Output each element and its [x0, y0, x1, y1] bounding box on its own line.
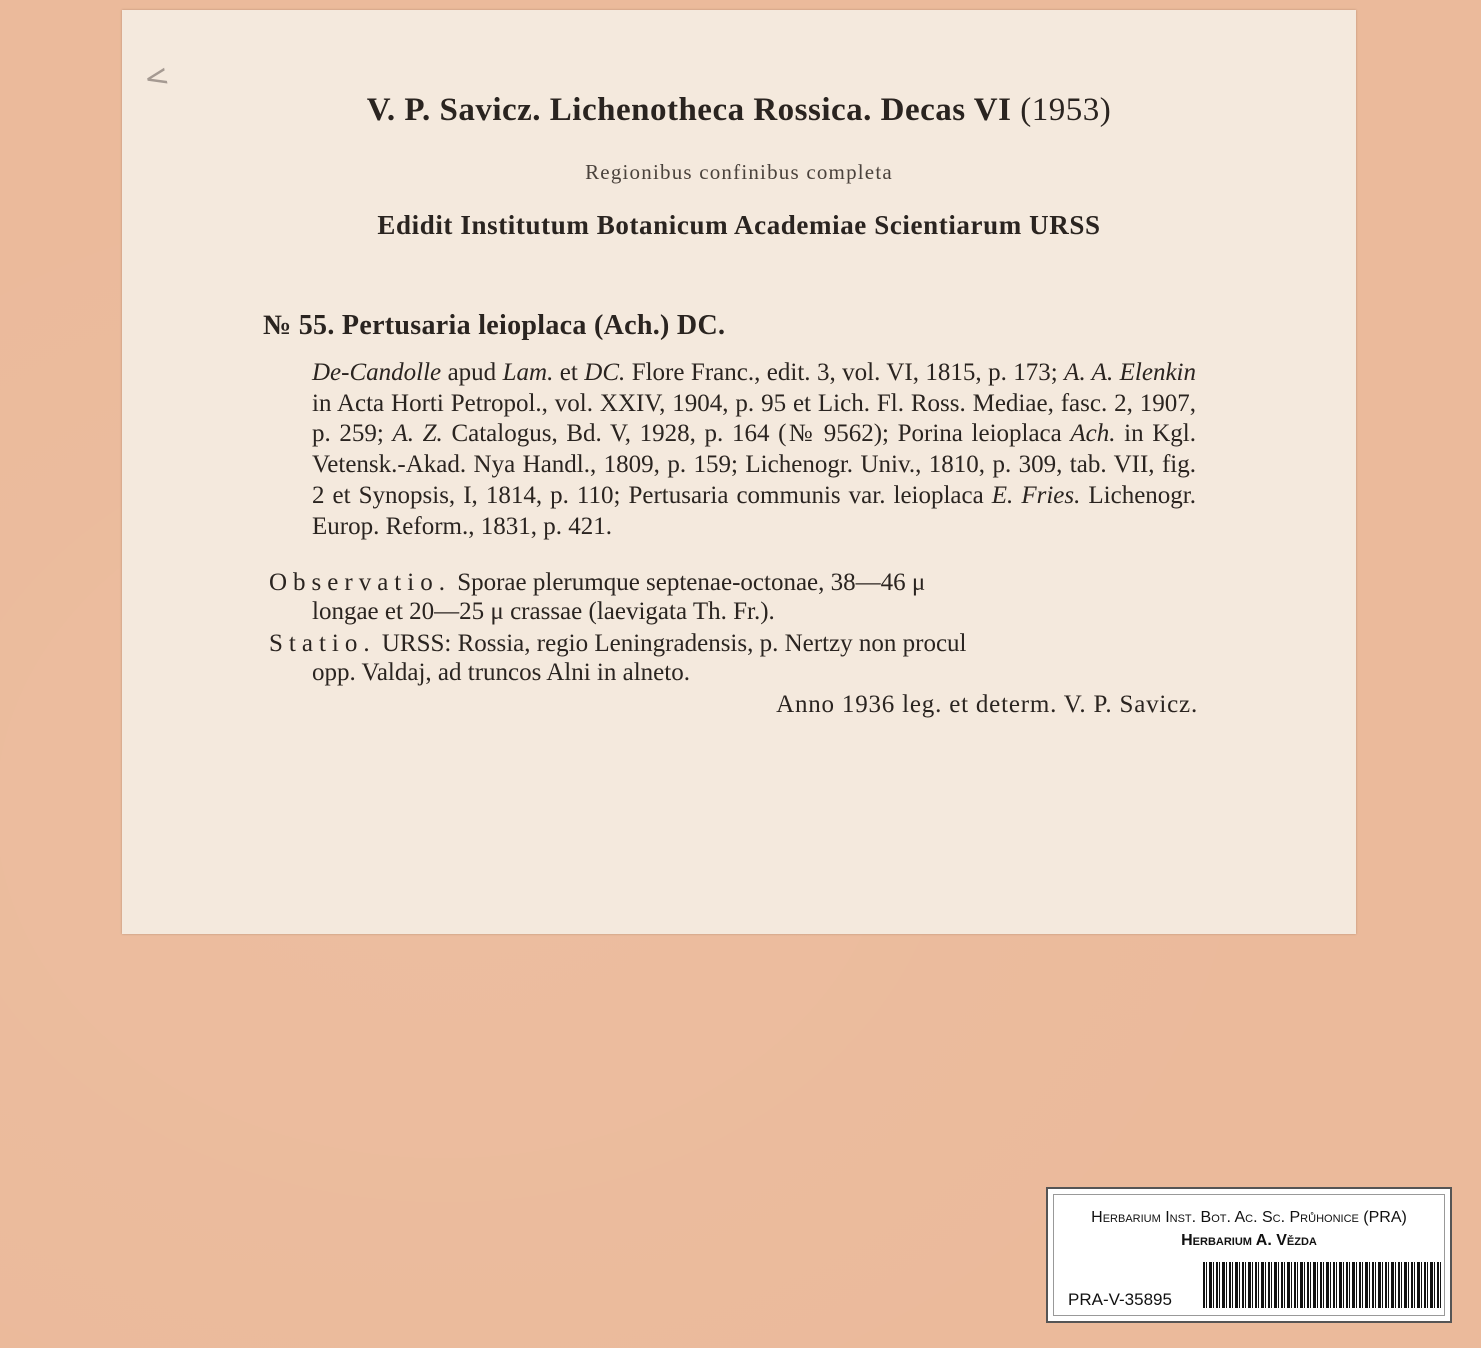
- biblio-author: A. Z.: [392, 420, 443, 448]
- statio-line: [269, 629, 1197, 658]
- title-main: V. P. Savicz. Lichenotheca Rossica. Decas VI: [366, 92, 1012, 128]
- biblio-text: Catalogus, Bd. V, 1928, p. 164 (№ 9562); Porina leioplaca: [442, 420, 1071, 448]
- herbarium-collection: Herbarium A. Vězda: [1181, 1232, 1317, 1249]
- biblio-author: Ach.: [1070, 420, 1116, 448]
- stamp-frame: [1053, 1194, 1445, 1316]
- herbarium-institution: Herbarium Inst. Bot. Ac. Sc. Průhonice (PRA): [1091, 1209, 1407, 1226]
- pencil-mark: <: [140, 57, 173, 98]
- biblio-author: DC.: [584, 359, 626, 386]
- title-year: (1953): [1020, 92, 1112, 128]
- biblio-author: Lam.: [502, 359, 554, 386]
- statio-heading: Statio.: [269, 630, 376, 657]
- biblio-author: A. A. Elenkin: [1064, 359, 1196, 386]
- bibliography: [312, 358, 1196, 542]
- biblio-text: in Acta Horti Petropol., vol. XXIV, 1904, p. 95 et Lich. Fl. Ross. Mediae, fasc. 2, 1907, p. 259;: [312, 389, 1196, 448]
- biblio-author: De-Candolle: [312, 359, 442, 386]
- biblio-text: apud: [441, 359, 503, 386]
- statio-text: URSS: Rossia, regio Leningradensis, p. Nertzy non procul: [375, 630, 967, 657]
- observatio-line: [269, 568, 1197, 597]
- observatio-heading: Observatio.: [269, 569, 451, 596]
- collector-line: Anno 1936 leg. et determ. V. P. Savicz.: [776, 691, 1198, 718]
- biblio-text: in Kgl. Vetensk.-Akad. Nya Handl., 1809, p. 159; Lichenogr. Univ., 1810, p. 309, tab. VII, fig. 2 et Synopsis, I, 1814, p. 110; Pertusaria communis var. leioplaca: [312, 420, 1196, 509]
- statio-section: [269, 629, 1197, 687]
- observatio-line2: longae et 20—25 μ crassae (laevigata Th. Fr.).: [312, 598, 775, 625]
- biblio-author: E. Fries.: [991, 481, 1081, 509]
- statio-line2: opp. Valdaj, ad truncos Alni in alneto.: [312, 659, 690, 686]
- observatio-text: Sporae plerumque septenae-octonae, 38—46 μ: [450, 569, 926, 596]
- specimen-id: PRA-V-35895: [1068, 1290, 1172, 1309]
- biblio-text: et: [553, 359, 585, 386]
- species-heading: № 55. Pertusaria leioplaca (Ach.) DC.: [263, 310, 726, 341]
- biblio-text: Flore Franc., edit. 3, vol. VI, 1815, p. 173;: [625, 359, 1065, 386]
- observatio-section: [269, 568, 1197, 626]
- label-title: [122, 92, 1356, 129]
- label-subtitle: Regionibus confinibus completa: [585, 160, 893, 184]
- exsiccata-label: [122, 10, 1356, 934]
- biblio-text: Lichenogr. Europ. Reform., 1831, p. 421.: [312, 481, 1197, 540]
- label-editor: Edidit Institutum Botanicum Academiae Scientiarum URSS: [377, 210, 1101, 240]
- herbarium-stamp: [1046, 1187, 1452, 1323]
- barcode: [1203, 1262, 1443, 1308]
